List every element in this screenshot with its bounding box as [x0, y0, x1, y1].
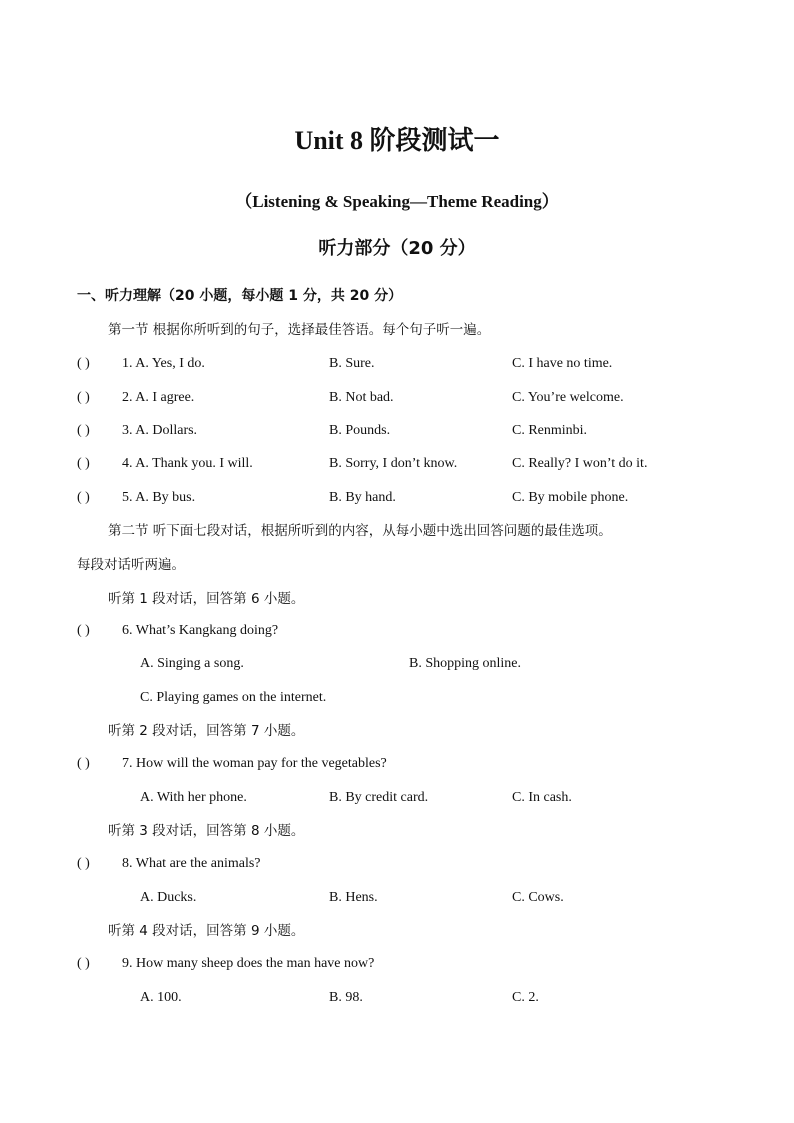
answer-blank[interactable]: ( ) — [77, 423, 90, 438]
question-4-option-b: B. Sorry, I don’t know. — [329, 456, 458, 471]
question-9-stem: 9. How many sheep does the man have now? — [122, 956, 375, 971]
question-2-option-a: 2. A. I agree. — [122, 390, 195, 405]
question-1-option-b: B. Sure. — [329, 356, 375, 371]
question-7-stem: 7. How will the woman pay for the vegetables? — [122, 756, 387, 771]
question-7-option-a: A. With her phone. — [140, 790, 247, 805]
question-8-option-b: B. Hens. — [329, 890, 378, 905]
question-5-option-b: B. By hand. — [329, 490, 396, 505]
question-5-option-a: 5. A. By bus. — [122, 490, 196, 505]
answer-blank[interactable]: ( ) — [77, 390, 90, 405]
dialog-1-intro: 听第 1 段对话，回答第 6 小题。 — [108, 591, 305, 607]
answer-blank[interactable]: ( ) — [77, 856, 90, 871]
question-1-option-a: 1. A. Yes, I do. — [122, 356, 205, 371]
answer-blank[interactable]: ( ) — [77, 490, 90, 505]
question-2-option-b: B. Not bad. — [329, 390, 394, 405]
question-4-option-a: 4. A. Thank you. I will. — [122, 456, 253, 471]
question-6-option-c: C. Playing games on the internet. — [140, 690, 327, 705]
answer-blank[interactable]: ( ) — [77, 623, 90, 638]
answer-blank[interactable]: ( ) — [77, 356, 90, 371]
answer-blank[interactable]: ( ) — [77, 756, 90, 771]
answer-blank[interactable]: ( ) — [77, 956, 90, 971]
answer-blank[interactable]: ( ) — [77, 456, 90, 471]
question-5-option-c: C. By mobile phone. — [512, 490, 629, 505]
question-6-option-b: B. Shopping online. — [409, 656, 522, 671]
question-9-option-b: B. 98. — [329, 990, 363, 1005]
question-2-option-c: C. You’re welcome. — [512, 390, 624, 405]
dialog-3-intro: 听第 3 段对话，回答第 8 小题。 — [108, 823, 305, 839]
question-7-option-c: C. In cash. — [512, 790, 572, 805]
question-3-option-c: C. Renminbi. — [512, 423, 588, 438]
question-1-option-c: C. I have no time. — [512, 356, 613, 371]
question-8-option-a: A. Ducks. — [140, 890, 197, 905]
question-3-option-b: B. Pounds. — [329, 423, 391, 438]
question-9-option-c: C. 2. — [512, 990, 539, 1005]
question-7-option-b: B. By credit card. — [329, 790, 429, 805]
page-subtitle: （Listening & Speaking—Theme Reading） — [235, 192, 559, 211]
question-9-option-a: A. 100. — [140, 990, 182, 1005]
section1-instructions: 第一节 根据你所听到的句子，选择最佳答语。每个句子听一遍。 — [108, 322, 491, 338]
section2-instructions-cont: 每段对话听两遍。 — [77, 557, 185, 573]
question-4-option-c: C. Really? I won’t do it. — [512, 456, 648, 471]
dialog-2-intro: 听第 2 段对话，回答第 7 小题。 — [108, 723, 305, 739]
section2-instructions: 第二节 听下面七段对话，根据所听到的内容，从每小题中选出回答问题的最佳选项。 — [108, 523, 612, 539]
question-8-option-c: C. Cows. — [512, 890, 564, 905]
section-heading: 听力部分（20 分） — [318, 238, 476, 259]
question-6-stem: 6. What’s Kangkang doing? — [122, 623, 279, 638]
question-3-option-a: 3. A. Dollars. — [122, 423, 198, 438]
question-8-stem: 8. What are the animals? — [122, 856, 261, 871]
page-title: Unit 8 阶段测试一 — [294, 126, 500, 155]
dialog-4-intro: 听第 4 段对话，回答第 9 小题。 — [108, 923, 305, 939]
question-6-option-a: A. Singing a song. — [140, 656, 244, 671]
part-heading: 一、听力理解（20 小题，每小题 1 分，共 20 分） — [77, 288, 403, 304]
